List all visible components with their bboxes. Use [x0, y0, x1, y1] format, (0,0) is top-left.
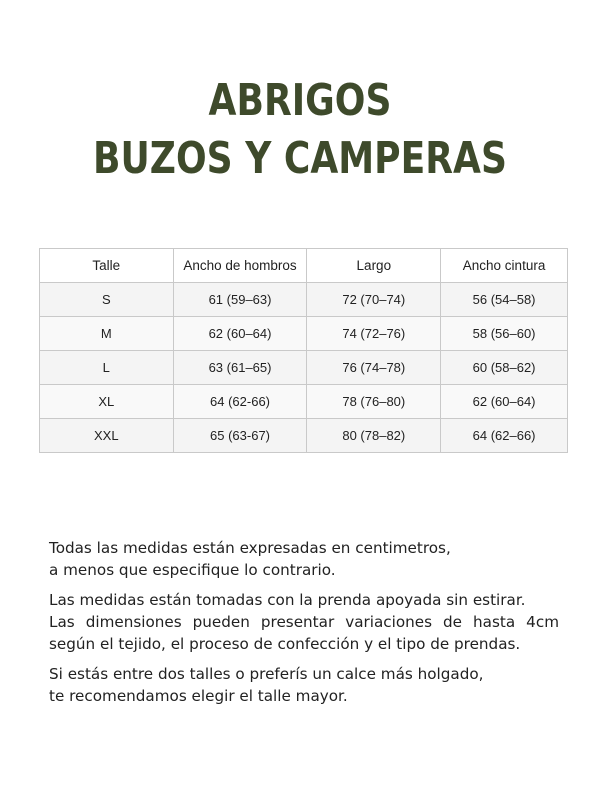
size-chart-table — [39, 248, 568, 453]
header-ancho-cintura: Ancho cintura — [441, 249, 568, 283]
header-talle: Talle — [40, 249, 174, 283]
cell-largo: 72 (70–74) — [307, 283, 441, 317]
table-header-row — [40, 249, 568, 283]
cell-largo: 74 (72–76) — [307, 317, 441, 351]
page-title — [0, 72, 600, 188]
table-row — [40, 283, 568, 317]
note-paragraph-units — [49, 537, 559, 581]
cell-ancho-hombros: 63 (61–65) — [173, 351, 307, 385]
title-line-abrigos: ABRIGOS — [208, 75, 392, 126]
cell-talle: M — [40, 317, 174, 351]
note-line: Las medidas están tomadas con la prenda apoyada sin estirar. — [49, 591, 526, 609]
cell-ancho-hombros: 64 (62-66) — [173, 385, 307, 419]
cell-largo: 76 (74–78) — [307, 351, 441, 385]
cell-ancho-hombros: 62 (60–64) — [173, 317, 307, 351]
cell-talle: XXL — [40, 419, 174, 453]
cell-largo: 78 (76–80) — [307, 385, 441, 419]
cell-largo: 80 (78–82) — [307, 419, 441, 453]
note-line: según el tejido, el proceso de confección y el tipo de prendas. — [49, 635, 521, 653]
table-row — [40, 419, 568, 453]
note-line: Si estás entre dos talles o preferís un calce más holgado, — [49, 665, 484, 683]
cell-ancho-cintura: 58 (56–60) — [441, 317, 568, 351]
note-line: Todas las medidas están expresadas en centimetros, — [49, 539, 451, 557]
note-paragraph-recommendation — [49, 663, 559, 707]
header-largo: Largo — [307, 249, 441, 283]
cell-ancho-cintura: 60 (58–62) — [441, 351, 568, 385]
cell-talle: S — [40, 283, 174, 317]
note-paragraph-measurement — [49, 589, 559, 655]
cell-talle: XL — [40, 385, 174, 419]
cell-ancho-cintura: 64 (62–66) — [441, 419, 568, 453]
table-row — [40, 317, 568, 351]
size-notes — [49, 537, 559, 715]
note-line: a menos que especifique lo contrario. — [49, 561, 336, 579]
header-ancho-hombros: Ancho de hombros — [173, 249, 307, 283]
table-row — [40, 351, 568, 385]
cell-ancho-hombros: 65 (63-67) — [173, 419, 307, 453]
cell-ancho-hombros: 61 (59–63) — [173, 283, 307, 317]
cell-ancho-cintura: 62 (60–64) — [441, 385, 568, 419]
note-line: te recomendamos elegir el talle mayor. — [49, 687, 348, 705]
title-line-buzos-y-camperas: BUZOS Y CAMPERAS — [93, 133, 507, 184]
cell-talle: L — [40, 351, 174, 385]
table-row — [40, 385, 568, 419]
note-line: Las dimensiones pueden presentar variaciones de hasta 4cm — [49, 613, 559, 631]
cell-ancho-cintura: 56 (54–58) — [441, 283, 568, 317]
